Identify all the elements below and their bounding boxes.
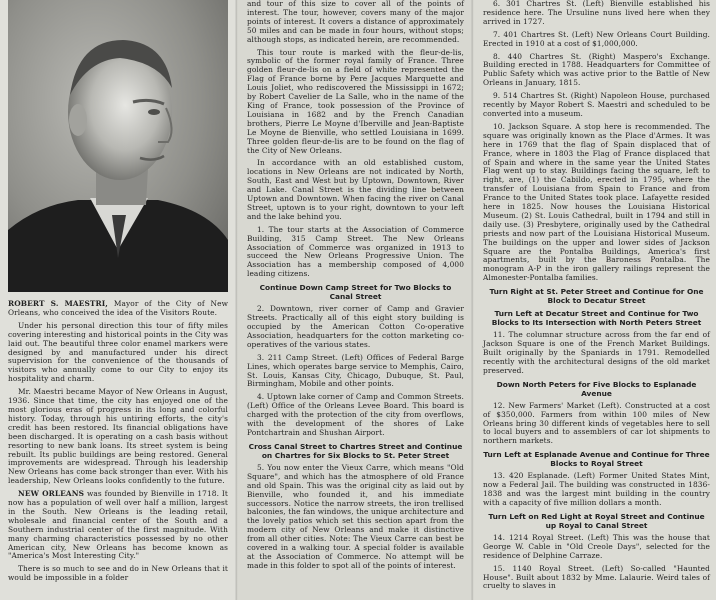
route-heading-st-peter: Turn Right at St. Peter Street and Continue for One Block to Decatur Street	[489, 287, 704, 306]
stop-3: 3. 211 Camp Street. (Left) Offices of Federal Barge Lines, which operates barge service to Memphis, Cairo, St. Louis, Kansas City, Chicago, Dubuque, St. Paul, Birmingham, Mobile and other points.	[247, 352, 464, 389]
stop-12: 12. New Farmers' Market (Left). Constructed at a cost of $350,000. Farmers from within 100 miles of New Orleans bring 30 different kinds of vegetables here to sell to local buyers and to assemblers of car lot shipments to northern markets.	[483, 400, 710, 446]
stop-14: 14. 1214 Royal Street. (Left) This was the house that George W. Cable in "Old Creole Days", selected for the residence of Delphine Carraze.	[483, 532, 710, 560]
c2-paragraph-3: In accordance with an old established custom, locations in New Orleans are not indicated by North, South, East and West but by Uptown, Downtown, River and Lake. Canal Street is the dividing line between Uptown and Downtown. When facing the river on Canal Street, uptown is to your right, downtown to your left and the lake behind you.	[247, 158, 464, 221]
stop-2: 2. Downtown, river corner of Camp and Gravier Streets. Practically all of this eight story building is occupied by the American Cotton Co-operative Association, headquarters for the cotton marketing co-operatives of the various states.	[247, 304, 464, 349]
caption-name: ROBERT S. MAESTRI,	[8, 299, 108, 308]
stop-15: 15. 1140 Royal Street. (Left) So-called "Haunted House". Built about 1832 by Mme. Lalaurie. Weird tales of cruelty to slaves in	[483, 563, 710, 591]
stop-6: 6. 301 Chartres St. (Left) Bienville established his residence here. The Ursuline nuns lived here when they arrived in 1727.	[483, 0, 710, 26]
stop-11: 11. The columnar structure across from the far end of Jackson Square is one of the French Market Buildings. Built originally by the Spaniards in 1791. Remodelled recently with the architectural designs of the old market preserved.	[483, 330, 710, 375]
column-middle	[236, 0, 472, 600]
column-left	[0, 0, 236, 600]
stop-1: 1. The tour starts at the Association of Commerce Building, 315 Camp Street. The New Orleans Association of Commerce was organized in 1913 to succeed the New Orleans Progressive Union. The Association has a membership composed of 4,000 leading citizens.	[247, 224, 464, 279]
c2-paragraph-1: and tour of this size to cover all of the points of interest. The tour, however, covers many of the major points of interest. It covers a distance of approximately 50 miles and can be made in four hours, without stops; although stops, as indicated herein, are recommended.	[247, 0, 464, 44]
c1-paragraph-1: Under his personal direction this tour of fifty miles covering interesting and historical points in the City was laid out. The beautiful three color enamel markers were designed by and manufactured under his direct supervision for the convenience of the thousands of visitors who annually come to our City to enjoy its hospitality and charm.	[8, 320, 228, 384]
caption-text: Mayor of the City of New Orleans, who conceived the idea of the Visitors Route.	[8, 299, 229, 317]
c1-paragraph-2: Mr. Maestri became Mayor of New Orleans in August, 1936. Since that time, the city has enjoyed one of the most glorious eras of progress in its long and colorful history. Today, through his untiring efforts, the city's credit has been restored. Its financial obligations have been discharged. It is operating on a cash basis without resorting to new bank loans. Its street system is being rebuilt. Its public buildings are being restored. General improvements are widespread. Through his leadership New Orleans has come back stronger than ever. With his leadership, New Orleans looks confidently to the future.	[8, 387, 228, 486]
portrait-image	[8, 0, 228, 292]
c1-paragraph-4: There is so much to see and do in New Orleans that it would be impossible in a folder	[8, 564, 228, 583]
fold-line-1	[235, 0, 238, 600]
stop-13: 13. 420 Esplanade. (Left) Former United States Mint, now a Federal Jail. The building was constructed in 1836-1838 and was the largest mint building in the country with a capacity of five million dollars a month.	[483, 471, 710, 507]
route-heading-decatur: Turn Left at Decatur Street and Continue for Two Blocks to Its Intersection with North Peters Street	[491, 309, 702, 328]
column-right	[472, 0, 716, 600]
route-heading-chartres: Cross Canal Street to Chartres Street and Continue on Chartres for Six Blocks to St. Peter Street	[248, 441, 463, 460]
new-orleans-text: was founded by Bienville in 1718. It now has a population of well over half a million, largest in the South. New Orleans is the leading retail, wholesale and financial center of the South and a Southern industrial center of the first magnitude. With many charming characteristics possessed by no other American city, New Orleans has become known as "America's Most Interesting City."	[8, 489, 228, 561]
route-heading-esplanade: Turn Left at Esplanade Avenue and Continue for Three Blocks to Royal Street	[483, 450, 710, 469]
c2-paragraph-2: This tour route is marked with the fleur-de-lis, symbolic of the former royal family of France. Three golden fleur-de-lis on a field of white represented the Flag of France borne by Pere Jacques Marquette and Louis Joliet, who rediscovered the Mississippi in 1672; by Robert Cavelier de La Salle, who in the name of the King of France, took possession of the Province of Louisiana in 1682 and by the French Canadian brothers, Pierre Le Moyne d'Iberville and Jean-Baptiste Le Moyne de Bienville, who settled Louisiana in 1699. Three golden fleur-de-lis are to be found on the flag of the City of New Orleans.	[247, 47, 464, 155]
stop-4: 4. Uptown lake corner of Camp and Common Streets. (Left) Office of the Orleans Levee Board. This board is charged with the protection of the city from overflows, with the development of the shores of Lake Pontchartrain and Shushan Airport.	[247, 392, 464, 437]
stop-9: 9. 514 Chartres St. (Right) Napoleon House, purchased recently by Mayor Robert S. Maestri and scheduled to be converted into a museum.	[483, 91, 710, 118]
portrait-caption	[8, 300, 228, 318]
c1-paragraph-3	[8, 490, 228, 561]
stop-8: 8. 440 Chartres St. (Right) Maspero's Exchange. Building erected in 1788. Headquarters for Committee of Public Safety which was active prior to the Battle of New Orleans in January, 1815.	[483, 51, 710, 88]
new-orleans-lead: NEW ORLEANS	[18, 489, 85, 499]
route-heading-north-peters: Down North Peters for Five Blocks to Esplanade Avenue	[496, 379, 697, 398]
fold-line-2	[471, 0, 474, 600]
stop-5: 5. You now enter the Vieux Carre, which means "Old Square", and which has the atmosphere of old France and old Spain. This was the original city as laid out by Bienville, who founded it, and his immediate successors. Notice the narrow streets, the iron trellised balconies, the fan windows, the unique architecture and the lovely patios which set this section apart from the modern city of New Orleans and make it distinctive from all other cities. Note: The Vieux Carre can best be covered in a walking tour. A special folder is available at the Association of Commerce. No attempt will be made in this folder to spot all of the points of interest.	[247, 462, 464, 570]
route-heading-camp: Continue Down Camp Street for Two Blocks to Canal Street	[259, 283, 452, 302]
route-heading-royal: Turn Left on Red Light at Royal Street and Continue up Royal to Canal Street	[488, 511, 705, 530]
portrait-photo	[8, 0, 228, 292]
stop-7: 7. 401 Chartres St. (Left) New Orleans Court Building. Erected in 1910 at a cost of $1,000,000.	[483, 29, 710, 48]
stop-10: 10. Jackson Square. A stop here is recommended. The square was originally known as the Place d'Armes. It was here in 1769 that the flag of Spain displaced that of France, where in 1803 the Flag of France displaced that of Spain and where in the same year the United States Flag went up to stay. Buildings facing the square, left to right, are, (1) the Cabildo, erected in 1795, where the transfer of Louisiana from Spain to France and from France to the United States took place. Lafayette resided here in 1825. Now houses the Louisiana Historical Museum. (2) St. Louis Cathedral, built in 1794 and still in daily use. (3) Presbytere, originally used by the Cathedral priests and now part of the Louisiana Historical Museum. The buildings on the upper and lower sides of Jackson Square are the Pontalba Buildings, America's first apartments, built by the Baroness Pontalba. The monogram A-P in the iron gallery railings represent the Almonester-Pontalba families.	[483, 121, 710, 283]
